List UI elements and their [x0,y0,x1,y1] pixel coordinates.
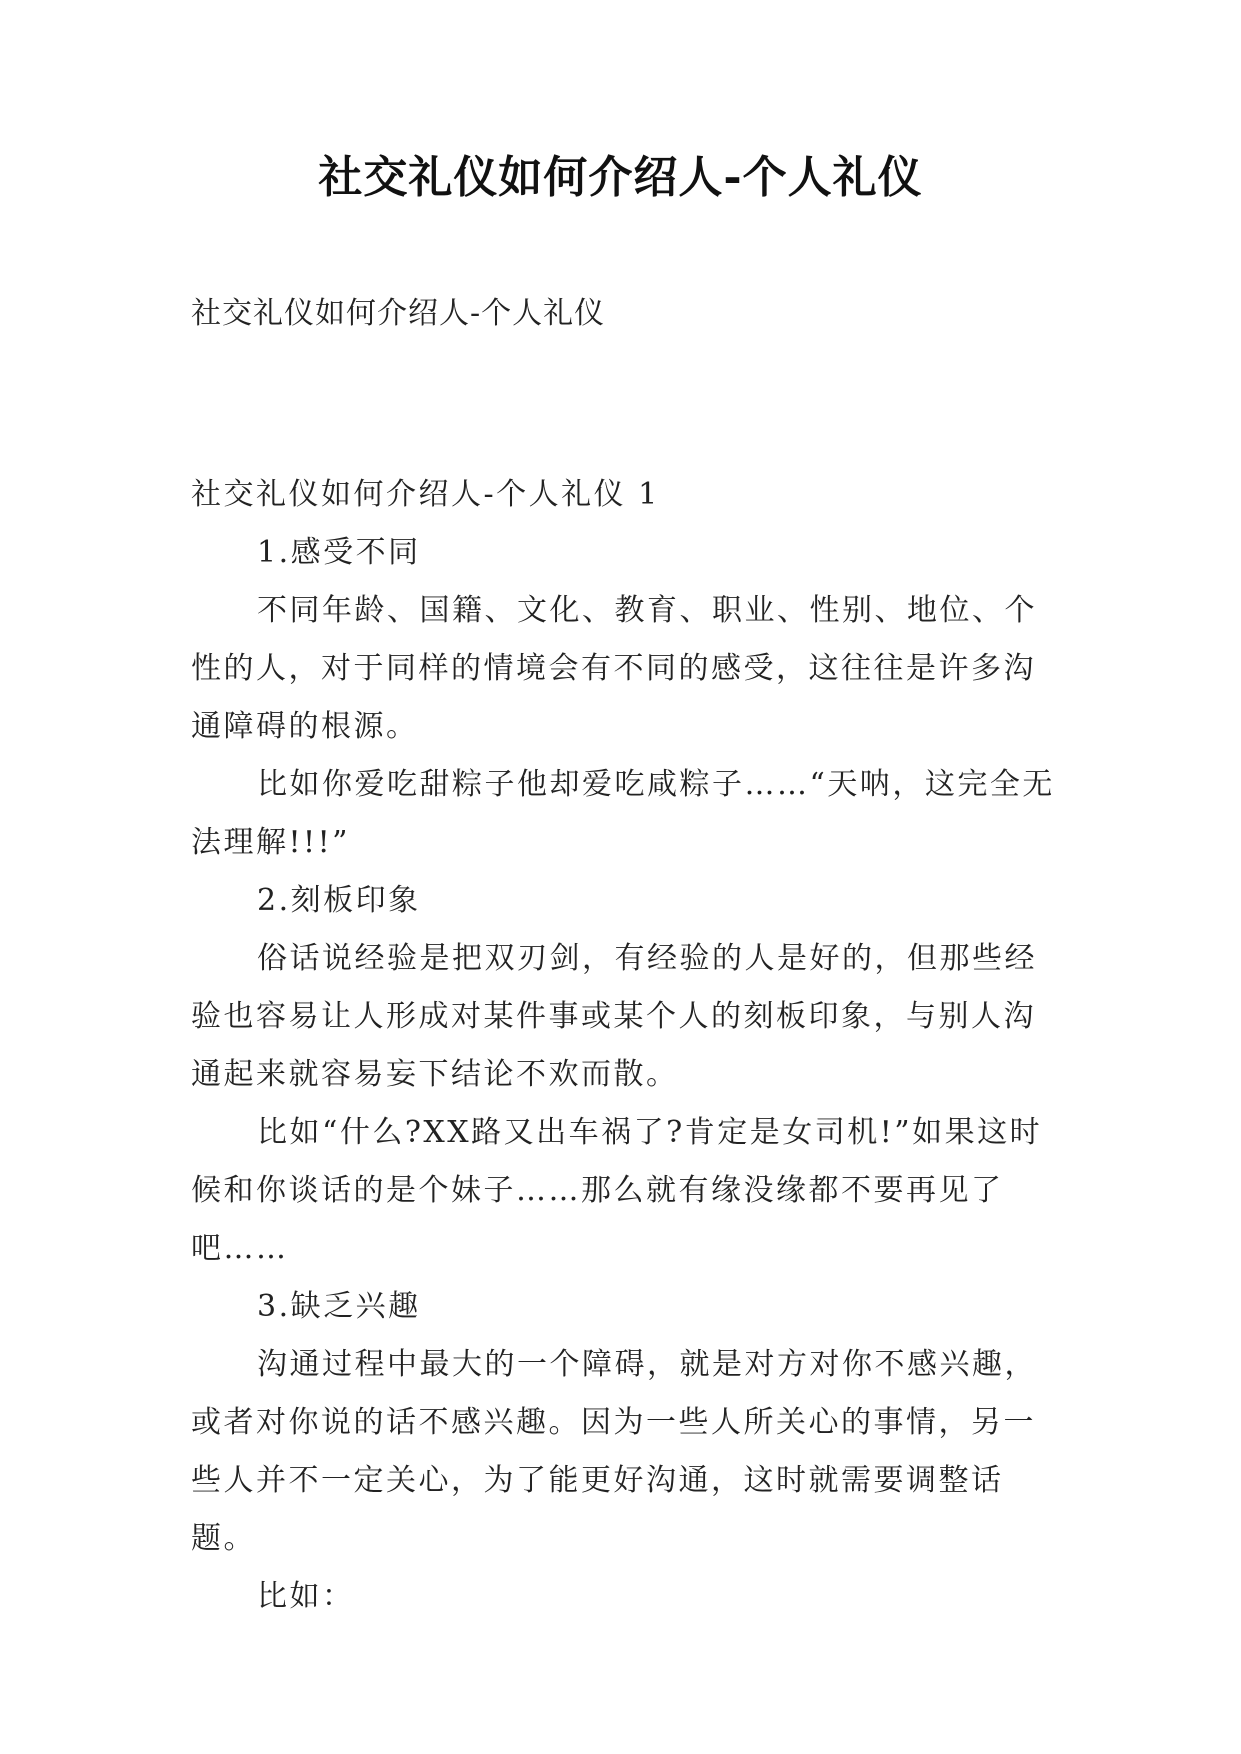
paragraph-4: 比如“什么?XX路又出车祸了?肯定是女司机!”如果这时候和你谈话的是个妹子……那么就有缘没缘都不要再见了吧…… [191,1115,1043,1266]
paragraph-5: 沟通过程中最大的一个障碍，就是对方对你不感兴趣，或者对你说的话不感兴趣。因为一些人所关心的事情，另一些人并不一定关心，为了能更好沟通，这时就需要调整话题。 [191,1347,1037,1556]
document-title: 社交礼仪如何介绍人-个人礼仪 [318,152,923,203]
point-heading-1: 1.感受不同 [257,535,421,570]
point-heading-2: 2.刻板印象 [257,883,421,918]
paragraph-1: 不同年龄、国籍、文化、教育、职业、性别、地位、个性的人，对于同样的情境会有不同的感受，这往往是许多沟通障碍的根源。 [191,593,1037,744]
document-subtitle: 社交礼仪如何介绍人-个人礼仪 [191,296,606,331]
paragraph-3: 俗话说经验是把双刃剑，有经验的人是好的，但那些经验也容易让人形成对某件事或某个人的刻板印象，与别人沟通起来就容易妄下结论不欢而散。 [191,941,1037,1092]
document-body [191,466,1061,1626]
point-heading-3: 3.缺乏兴趣 [257,1289,421,1324]
paragraph-6: 比如： [257,1579,355,1614]
section-heading: 社交礼仪如何介绍人-个人礼仪 1 [191,477,660,512]
paragraph-2: 比如你爱吃甜粽子他却爱吃咸粽子……“天呐，这完全无法理解!!!” [191,767,1055,860]
